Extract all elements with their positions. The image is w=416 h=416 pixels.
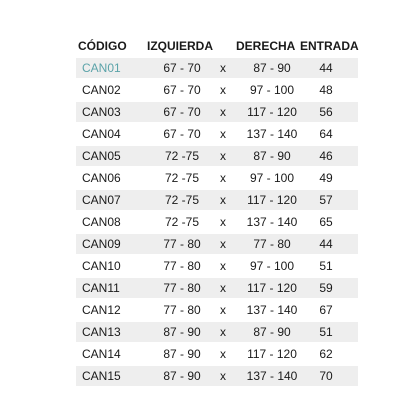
- row-entry: 62: [319, 347, 333, 361]
- row-entry: 65: [319, 215, 333, 229]
- row-left: 87 - 90: [163, 369, 201, 383]
- table-row: [76, 278, 358, 300]
- row-right: 117 - 120: [247, 347, 297, 361]
- row-left: 72 -75: [164, 193, 200, 207]
- row-separator: x: [220, 281, 226, 295]
- header-code: CÓDIGO: [78, 39, 127, 53]
- row-separator: x: [220, 171, 226, 185]
- table-row: [76, 212, 358, 234]
- row-right: 97 - 100: [249, 171, 295, 185]
- row-code: CAN02: [82, 83, 121, 97]
- row-separator: x: [220, 105, 226, 119]
- row-code: CAN01: [82, 61, 121, 75]
- table-body: [76, 58, 358, 388]
- row-code: CAN03: [82, 105, 121, 119]
- row-entry: 44: [319, 237, 333, 251]
- table-row: [76, 146, 358, 168]
- row-separator: x: [220, 127, 226, 141]
- table-row: [76, 168, 358, 190]
- row-code: CAN09: [82, 237, 121, 251]
- row-right: 87 - 90: [253, 149, 291, 163]
- header-left: IZQUIERDA: [147, 39, 213, 53]
- row-right: 137 - 140: [246, 215, 298, 229]
- row-entry: 57: [319, 193, 333, 207]
- table-row: [76, 124, 358, 146]
- table-row: [76, 80, 358, 102]
- row-left: 67 - 70: [163, 61, 201, 75]
- row-separator: x: [220, 83, 226, 97]
- row-code: CAN11: [82, 281, 120, 295]
- row-right: 117 - 120: [247, 281, 297, 295]
- row-right: 137 - 140: [246, 303, 298, 317]
- row-code: CAN06: [82, 171, 121, 185]
- row-left: 67 - 70: [163, 127, 201, 141]
- table-row: [76, 102, 358, 124]
- row-right: 87 - 90: [253, 325, 291, 339]
- row-code: CAN05: [82, 149, 121, 163]
- header-right: DERECHA: [236, 39, 296, 53]
- table-row: [76, 366, 358, 388]
- row-entry: 67: [319, 303, 333, 317]
- row-code: CAN13: [82, 325, 121, 339]
- row-left: 67 - 70: [163, 105, 201, 119]
- row-right: 97 - 100: [249, 83, 295, 97]
- row-right: 97 - 100: [249, 259, 295, 273]
- row-right: 117 - 120: [247, 193, 297, 207]
- row-entry: 64: [319, 127, 333, 141]
- row-entry: 46: [319, 149, 333, 163]
- header-entry: ENTRADA: [300, 39, 359, 53]
- row-separator: x: [220, 325, 226, 339]
- row-left: 77 - 80: [163, 303, 201, 317]
- row-entry: 56: [319, 105, 333, 119]
- row-entry: 51: [319, 259, 333, 273]
- row-right: 137 - 140: [246, 369, 298, 383]
- row-code: CAN15: [82, 369, 121, 383]
- row-separator: x: [220, 259, 226, 273]
- row-left: 77 - 80: [163, 259, 201, 273]
- row-left: 67 - 70: [163, 83, 201, 97]
- table-header: [76, 34, 358, 58]
- row-separator: x: [220, 303, 226, 317]
- table-row: [76, 234, 358, 256]
- row-left: 72 -75: [164, 171, 200, 185]
- row-entry: 70: [319, 369, 333, 383]
- row-code: CAN12: [82, 303, 121, 317]
- row-right: 137 - 140: [246, 127, 298, 141]
- row-separator: x: [220, 369, 226, 383]
- row-left: 77 - 80: [163, 237, 201, 251]
- row-left: 87 - 90: [163, 325, 201, 339]
- row-separator: x: [220, 237, 226, 251]
- row-left: 72 -75: [164, 149, 200, 163]
- row-code: CAN10: [82, 259, 121, 273]
- row-separator: x: [220, 215, 226, 229]
- row-left: 77 - 80: [163, 281, 201, 295]
- row-left: 72 -75: [164, 215, 200, 229]
- row-separator: x: [220, 61, 226, 75]
- row-entry: 44: [319, 61, 333, 75]
- table-row: [76, 300, 358, 322]
- row-entry: 51: [319, 325, 333, 339]
- row-right: 87 - 90: [253, 61, 291, 75]
- table-row: [76, 344, 358, 366]
- row-code: CAN07: [82, 193, 121, 207]
- row-right: 77 - 80: [253, 237, 291, 251]
- row-right: 117 - 120: [247, 105, 297, 119]
- row-separator: x: [220, 193, 226, 207]
- row-entry: 59: [319, 281, 333, 295]
- row-code: CAN04: [82, 127, 121, 141]
- table-row: [76, 190, 358, 212]
- row-separator: x: [220, 149, 226, 163]
- table-row: [76, 58, 358, 80]
- size-table: [76, 34, 358, 388]
- row-entry: 49: [319, 171, 333, 185]
- row-entry: 48: [319, 83, 333, 97]
- table-row: [76, 256, 358, 278]
- row-code: CAN14: [82, 347, 121, 361]
- table-row: [76, 322, 358, 344]
- row-left: 87 - 90: [163, 347, 201, 361]
- row-separator: x: [220, 347, 226, 361]
- row-code: CAN08: [82, 215, 121, 229]
